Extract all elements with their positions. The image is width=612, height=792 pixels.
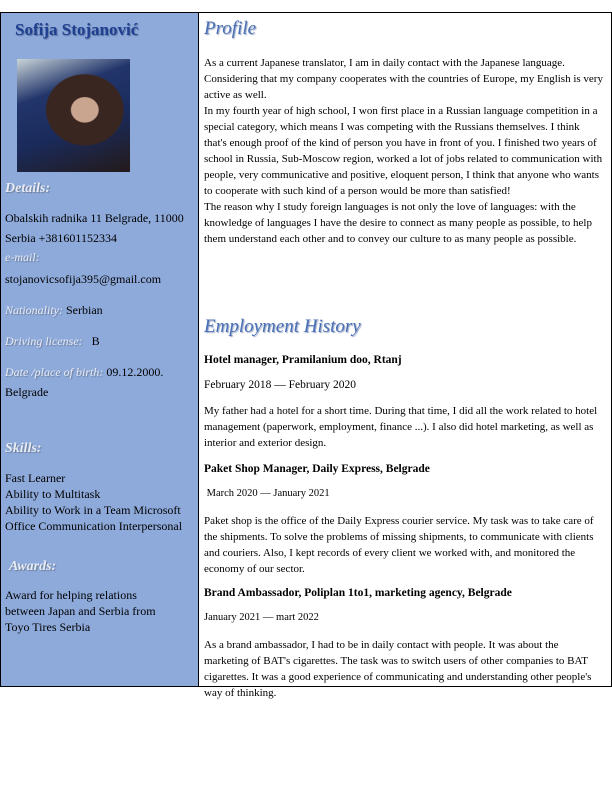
candidate-name: Sofija Stojanović [15, 20, 139, 39]
awards-heading: Awards: [9, 559, 57, 574]
birth [5, 362, 163, 382]
nationality-value: Serbian [66, 303, 103, 317]
award-line: Toyo Tires Serbia [5, 620, 91, 634]
job-title: Hotel manager, Pramilanium doo, Rtanj [204, 354, 402, 366]
email-label: e-mail: [5, 250, 40, 264]
address-phone: Serbia +381601152334 [5, 231, 117, 245]
nationality-label: Nationality: [5, 303, 63, 317]
job-dates: February 2018 — February 2020 [204, 379, 357, 391]
details-heading: Details: [5, 181, 51, 196]
award-line: Award for helping relations [5, 588, 137, 602]
profile-heading: Profile [204, 18, 257, 39]
job-description: My father had a hotel for a short time. During that time, I did all the work related to hotel management (paperwork, employment, finance ...). I also did hotel marketing, as well as interior and exterior design. [204, 405, 598, 449]
skill-item: Ability to Multitask [5, 487, 101, 501]
address: Obalskih radnika 11 Belgrade, 11000 [5, 211, 184, 225]
award-line: between Japan and Serbia from [5, 604, 156, 618]
profile-text: As a current Japanese translator, I am in daily contact with the Japanese language. Considering that my company cooperates with the countries of Europe, my English is very active as well. In my fourth year of high school, I won first place in a Russian language competition in a special category, which means I was competing with the Russians themselves. I think that's enough proof of the kind of person you have in front of you. I finished two years of school in Russia, Sub-Moscow region, worked a lot of jobs related to communication with people, very communicative and positive, eloquent person, I think that anyone who wants to cooperate with such kind of a person would be more than satisfied! The reason why I study foreign languages is not only the love of languages: with the knowledge of languages I have the desire to connect as many people as possible, to help them understand each other and to convey our culture to as many people as possible. [204, 57, 603, 245]
birth-date: 09.12.2000. [106, 365, 164, 379]
employment-heading: Employment History [204, 316, 361, 337]
skill-item: Office Communication Interpersonal [5, 519, 183, 533]
email[interactable]: stojanovicsofija395@gmail.com [5, 272, 162, 286]
job-description: Paket shop is the office of the Daily Express courier service. My task was to take care of the shipments. To solve the problems of missing shipments, to communicate with clients and couriers. Also, I kept records of every client we worked with, and monitored the economy of our sector. [204, 515, 594, 575]
job-title: Brand Ambassador, Poliplan 1to1, marketing agency, Belgrade [204, 587, 512, 599]
license-value: B [91, 334, 100, 348]
skills-heading: Skills: [5, 441, 42, 456]
skill-item: Ability to Work in a Team Microsoft [5, 503, 181, 517]
job-description: As a brand ambassador, I had to be in daily contact with people. It was about the marketing of BAT's cigarettes. The task was to switch users of other companies to BAT cigarettes. It was a good experience of communicating and understanding other people's way of thinking. [204, 639, 592, 699]
nationality [5, 300, 103, 320]
license-label: Driving license: [5, 334, 83, 348]
skills-list [5, 470, 182, 534]
job-dates: March 2020 — January 2021 [204, 488, 330, 499]
job-title: Paket Shop Manager, Daily Express, Belgrade [204, 463, 430, 475]
birth-place: Belgrade [5, 385, 49, 399]
profile-photo [17, 59, 130, 172]
awards-list [5, 587, 156, 635]
driving-license [5, 331, 100, 351]
birth-label: Date /place of birth: [5, 365, 104, 379]
job-dates: January 2021 — mart 2022 [204, 612, 319, 623]
skill-item: Fast Learner [5, 471, 66, 485]
